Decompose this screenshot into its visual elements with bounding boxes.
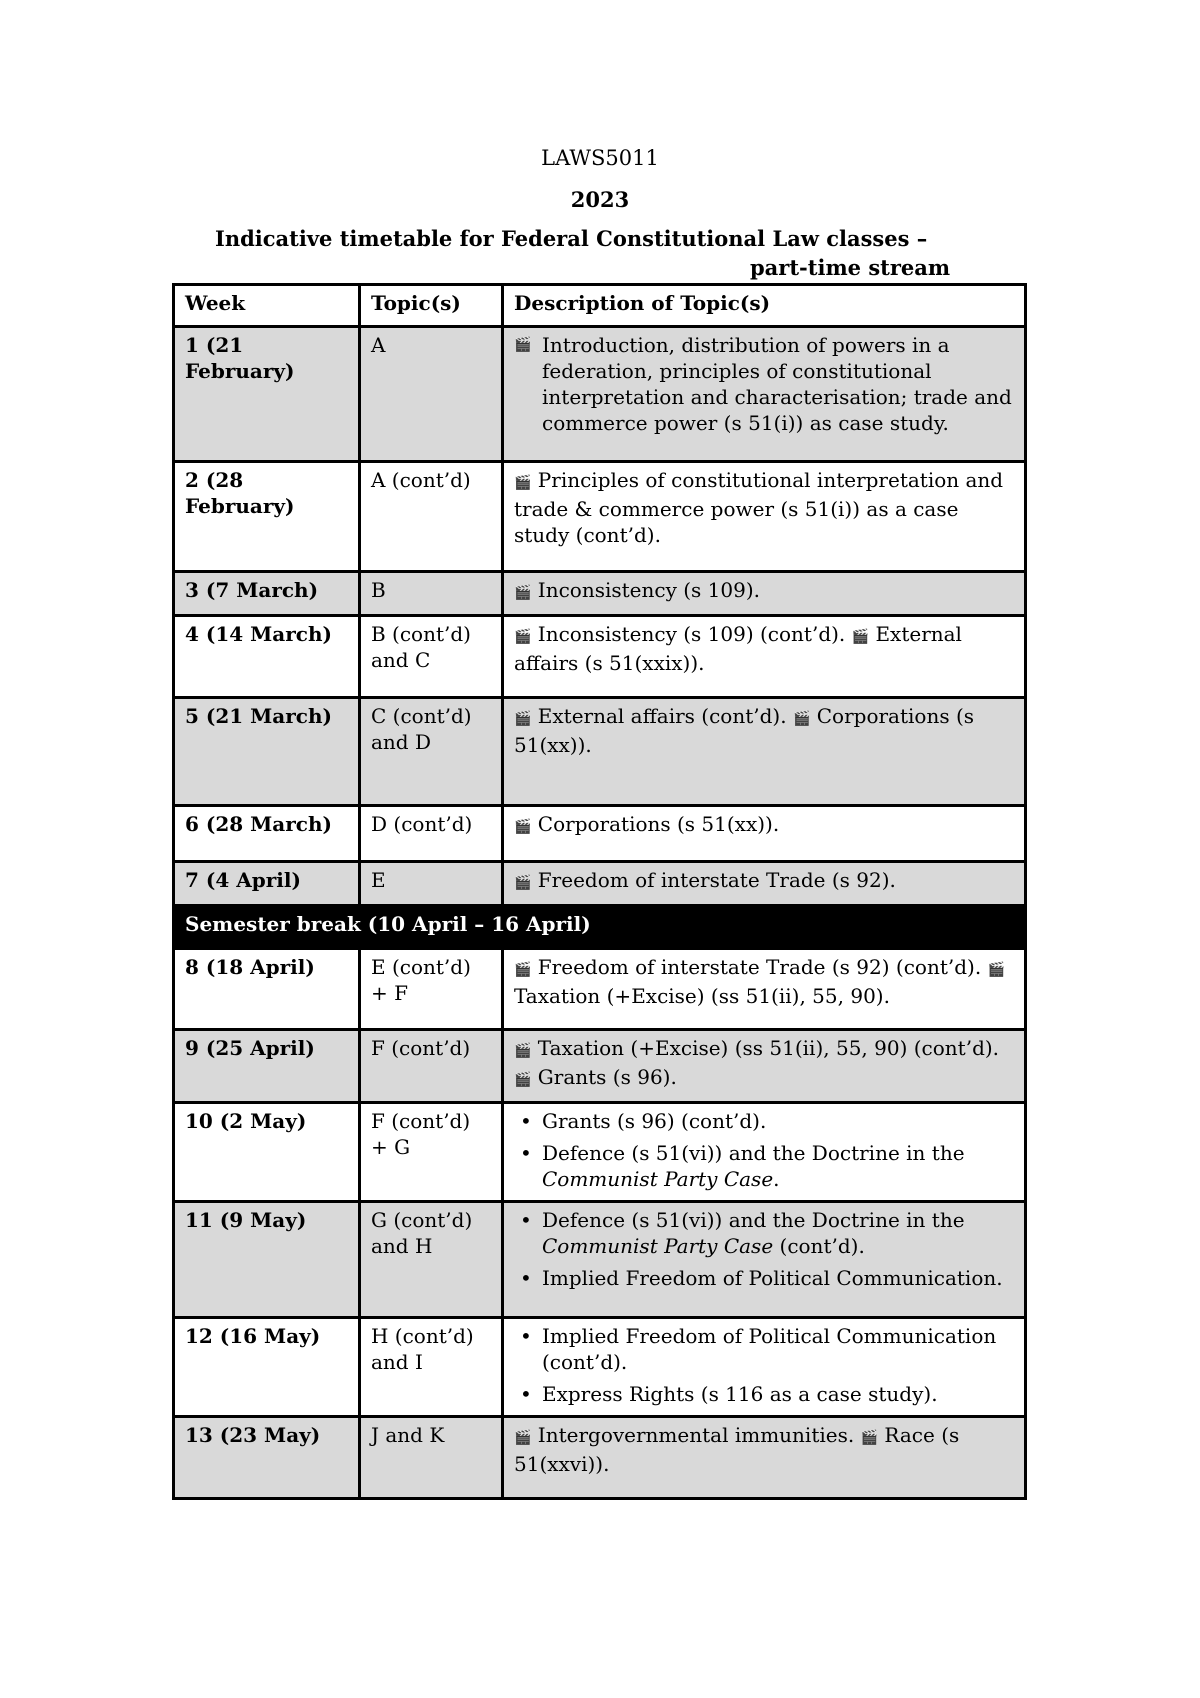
- week-cell: 1 (21 February): [174, 327, 360, 462]
- clapperboard-icon: 🎬: [514, 337, 532, 353]
- clapperboard-icon: 🎬: [514, 819, 532, 835]
- week-cell: 7 (4 April): [174, 862, 360, 906]
- table-row: [174, 949, 1026, 1030]
- topic-cell: B (cont’d) and C: [360, 616, 503, 698]
- description-cell: [503, 1103, 1026, 1202]
- semester-break-row: [174, 906, 1026, 949]
- table-row: [174, 1202, 1026, 1318]
- description-cell: 🎬 Taxation (+Excise) (ss 51(ii), 55, 90) (cont’d). 🎬 Grants (s 96).: [503, 1030, 1026, 1103]
- list-item: • Defence (s 51(vi)) and the Doctrine in the Communist Party Case (cont’d).: [514, 1207, 1014, 1259]
- table-row: [174, 1030, 1026, 1103]
- list-item: • Defence (s 51(vi)) and the Doctrine in the Communist Party Case.: [514, 1140, 1014, 1192]
- topic-cell: G (cont’d) and H: [360, 1202, 503, 1318]
- clapperboard-icon: 🎬: [514, 475, 532, 491]
- table-header-row: [174, 285, 1026, 327]
- table-row: [174, 1417, 1026, 1499]
- description-cell: 🎬 External affairs (cont’d). 🎬 Corporations (s 51(xx)).: [503, 698, 1026, 806]
- topic-cell: C (cont’d) and D: [360, 698, 503, 806]
- list-item: • Implied Freedom of Political Communication (cont’d).: [514, 1323, 1014, 1375]
- week-cell: 6 (28 March): [174, 806, 360, 862]
- table-row: [174, 327, 1026, 462]
- week-cell: 12 (16 May): [174, 1318, 360, 1417]
- week-cell: 9 (25 April): [174, 1030, 360, 1103]
- topic-cell: E: [360, 862, 503, 906]
- week-cell: 3 (7 March): [174, 572, 360, 616]
- list-item: • Grants (s 96) (cont’d).: [514, 1108, 1014, 1134]
- clapperboard-icon: 🎬: [514, 711, 532, 727]
- table-row: [174, 572, 1026, 616]
- week-cell: 13 (23 May): [174, 1417, 360, 1499]
- description-cell: 🎬 Principles of constitutional interpretation and trade & commerce power (s 51(i)) as a case study (cont’d).: [503, 462, 1026, 572]
- week-cell: 10 (2 May): [174, 1103, 360, 1202]
- semester-break-label: Semester break (10 April – 16 April): [174, 906, 1026, 949]
- clapperboard-icon: 🎬: [514, 629, 532, 645]
- clapperboard-icon: 🎬: [860, 1430, 878, 1446]
- table-row: [174, 1318, 1026, 1417]
- description-cell: 🎬 Inconsistency (s 109).: [503, 572, 1026, 616]
- topic-cell: F (cont’d): [360, 1030, 503, 1103]
- description-cell: [503, 1202, 1026, 1318]
- topic-cell: H (cont’d) and I: [360, 1318, 503, 1417]
- document-subtitle: part-time stream: [750, 255, 951, 280]
- week-cell: 4 (14 March): [174, 616, 360, 698]
- clapperboard-icon: 🎬: [987, 962, 1005, 978]
- column-header-week: Week: [174, 285, 360, 327]
- table-row: [174, 698, 1026, 806]
- topic-cell: D (cont’d): [360, 806, 503, 862]
- topic-cell: A: [360, 327, 503, 462]
- topic-cell: B: [360, 572, 503, 616]
- clapperboard-icon: 🎬: [514, 1043, 532, 1059]
- year: 2023: [570, 187, 630, 212]
- column-header-description: Description of Topic(s): [503, 285, 1026, 327]
- clapperboard-icon: 🎬: [514, 962, 532, 978]
- description-cell: 🎬 Freedom of interstate Trade (s 92) (cont’d). 🎬 Taxation (+Excise) (ss 51(ii), 55, 90).: [503, 949, 1026, 1030]
- document-title: Indicative timetable for Federal Constitutional Law classes –: [215, 226, 928, 251]
- table-row: [174, 806, 1026, 862]
- table-row: [174, 616, 1026, 698]
- timetable: [172, 283, 1027, 1500]
- description-cell: 🎬 Introduction, distribution of powers in a federation, principles of constitutional interpretation and characterisation; trade and commerce power (s 51(i)) as case study.: [503, 327, 1026, 462]
- topic-cell: J and K: [360, 1417, 503, 1499]
- description-cell: 🎬 Corporations (s 51(xx)).: [503, 806, 1026, 862]
- clapperboard-icon: 🎬: [514, 875, 532, 891]
- course-code: LAWS5011: [541, 146, 659, 170]
- table-row: [174, 862, 1026, 906]
- description-cell: 🎬 Freedom of interstate Trade (s 92).: [503, 862, 1026, 906]
- table-row: [174, 462, 1026, 572]
- topic-cell: F (cont’d) + G: [360, 1103, 503, 1202]
- column-header-topics: Topic(s): [360, 285, 503, 327]
- list-item: • Express Rights (s 116 as a case study).: [514, 1381, 1014, 1407]
- clapperboard-icon: 🎬: [851, 629, 870, 645]
- topic-cell: E (cont’d) + F: [360, 949, 503, 1030]
- topic-cell: A (cont’d): [360, 462, 503, 572]
- list-item: • Implied Freedom of Political Communication.: [514, 1265, 1014, 1291]
- week-cell: 11 (9 May): [174, 1202, 360, 1318]
- clapperboard-icon: 🎬: [792, 711, 811, 727]
- description-cell: 🎬 Inconsistency (s 109) (cont’d). 🎬 External affairs (s 51(xxix)).: [503, 616, 1026, 698]
- clapperboard-icon: 🎬: [514, 585, 532, 601]
- week-cell: 8 (18 April): [174, 949, 360, 1030]
- week-cell: 2 (28 February): [174, 462, 360, 572]
- clapperboard-icon: 🎬: [514, 1072, 532, 1088]
- description-cell: 🎬 Intergovernmental immunities. 🎬 Race (s 51(xxvi)).: [503, 1417, 1026, 1499]
- table-row: [174, 1103, 1026, 1202]
- clapperboard-icon: 🎬: [514, 1430, 532, 1446]
- description-cell: [503, 1318, 1026, 1417]
- week-cell: 5 (21 March): [174, 698, 360, 806]
